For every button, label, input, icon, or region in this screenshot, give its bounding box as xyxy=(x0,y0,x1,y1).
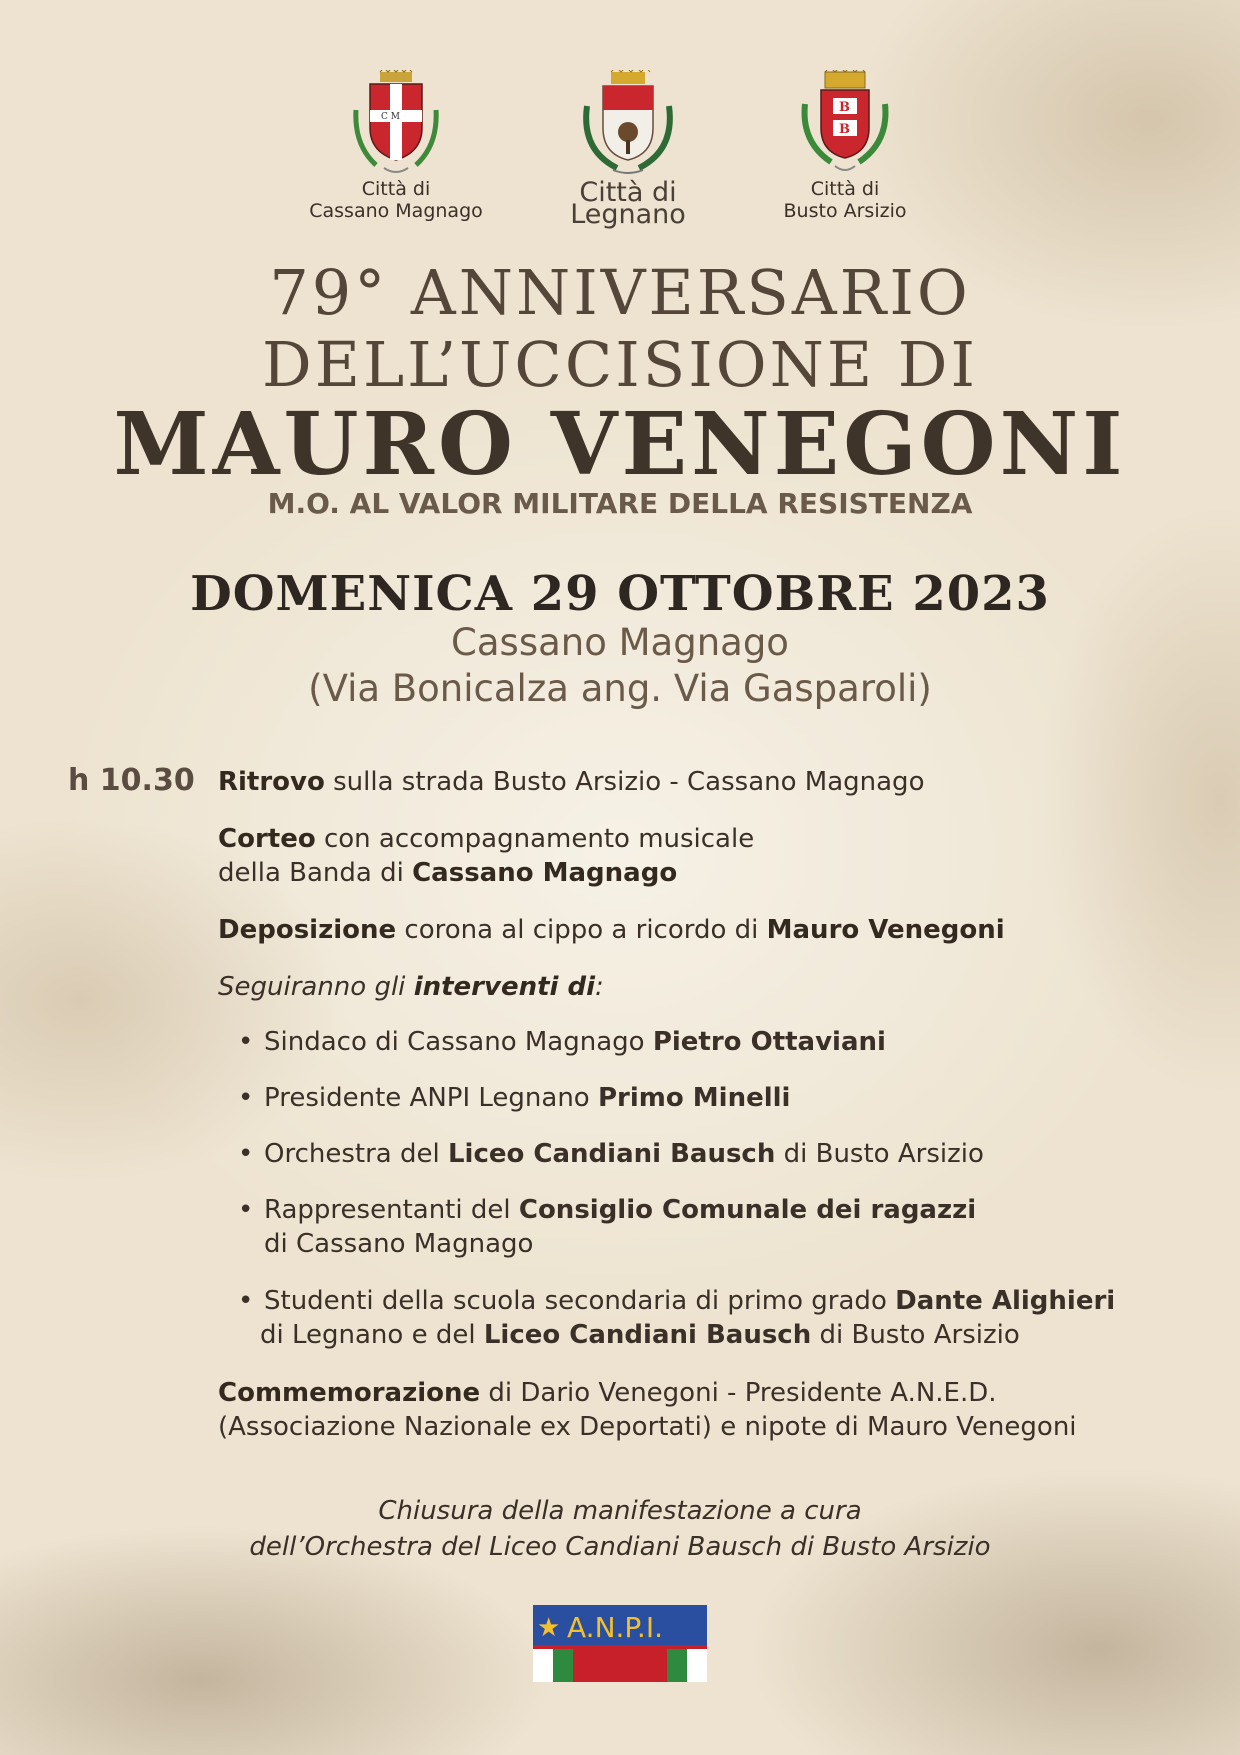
closing-line2: dell’Orchestra del Liceo Candiani Bausch di Busto Arsizio xyxy=(249,1532,991,1562)
svg-text:C M: C M xyxy=(381,112,400,122)
corteo-rest: con accompagnamento musicale xyxy=(315,824,755,854)
cassano-coat-of-arms-icon xyxy=(346,70,446,178)
list-item: • Presidente ANPI Legnano Primo Minelli xyxy=(238,1083,791,1113)
commemorazione-bold: Commemorazione xyxy=(218,1378,481,1408)
interventi-pre: Seguiranno gli xyxy=(218,972,414,1002)
list-item: • Rappresentanti del Consiglio Comunale dei ragazzi di Cassano Magnago xyxy=(238,1193,1238,1261)
commemorazione-rest: di Dario Venegoni - Presidente A.N.E.D. xyxy=(480,1378,997,1408)
bullet-bold: Primo Minelli xyxy=(597,1083,791,1113)
logo-legnano xyxy=(518,70,738,230)
commemorazione-line2: (Associazione Nazionale ex Deportati) e nipote di Mauro Venegoni xyxy=(218,1412,1077,1442)
title-uccisione: DELL’UCCISIONE DI xyxy=(262,328,978,401)
ritrovo-bold: Ritrovo xyxy=(218,767,325,797)
interventi-bold: interventi di xyxy=(413,972,596,1002)
busto-caption-line1: Città di xyxy=(810,178,880,200)
corteo-bold: Corteo xyxy=(218,824,316,854)
bullet-text: Presidente ANPI Legnano xyxy=(264,1083,598,1113)
title-subtitle: M.O. AL VALOR MILITARE DELLA RESISTENZA xyxy=(267,487,973,520)
program-time: h 10.30 xyxy=(68,763,195,798)
anpi-flag-icon xyxy=(533,1605,707,1682)
busto-caption-line2: Busto Arsizio xyxy=(783,200,907,222)
bullet-text: Sindaco di Cassano Magnago xyxy=(264,1027,653,1057)
bullet-text: Rappresentanti del xyxy=(264,1195,519,1225)
event-date: DOMENICA 29 OTTOBRE 2023 xyxy=(190,566,1050,622)
program-corteo xyxy=(218,822,1218,890)
bullet-bold: Dante Alighieri xyxy=(895,1286,1116,1316)
closing-line1: Chiusura della manifestazione a cura xyxy=(378,1496,862,1526)
bullet-line2-bold: Liceo Candiani Bausch xyxy=(483,1320,812,1350)
program-commemorazione xyxy=(218,1376,1218,1444)
bullet-text-post: di Busto Arsizio xyxy=(775,1139,984,1169)
logo-busto-arsizio xyxy=(750,70,940,222)
svg-text:B: B xyxy=(839,100,850,115)
event-address: (Via Bonicalza ang. Via Gasparoli) xyxy=(308,667,932,710)
cassano-caption-line2: Cassano Magnago xyxy=(309,200,483,222)
interventi-post: : xyxy=(595,972,604,1002)
legnano-coat-of-arms-icon xyxy=(573,70,683,178)
title-anniversary: 79° ANNIVERSARIO xyxy=(269,256,971,329)
bullet-line2: di Cassano Magnago xyxy=(264,1229,534,1259)
svg-text:A.N.P.I.: A.N.P.I. xyxy=(567,1611,663,1644)
svg-text:★: ★ xyxy=(537,1613,561,1643)
bullet-text: Orchestra del xyxy=(264,1139,448,1169)
list-item: • Sindaco di Cassano Magnago Pietro Ottaviani xyxy=(238,1027,886,1057)
bullet-bold: Consiglio Comunale dei ragazzi xyxy=(518,1195,977,1225)
bullet-text: Studenti della scuola secondaria di primo grado xyxy=(264,1286,896,1316)
ritrovo-rest: sulla strada Busto Arsizio - Cassano Magnago xyxy=(324,767,925,797)
bullet-bold: Liceo Candiani Bausch xyxy=(447,1139,776,1169)
program-interventi xyxy=(218,970,1218,1004)
bullet-line2-pre: di Legnano e del xyxy=(260,1320,484,1350)
logo-cassano-magnago xyxy=(296,70,496,222)
program-deposizione xyxy=(218,913,1218,947)
list-item: • Orchestra del Liceo Candiani Bausch di Busto Arsizio xyxy=(238,1139,984,1169)
bullet-line2-post: di Busto Arsizio xyxy=(811,1320,1020,1350)
bullet-bold: Pietro Ottaviani xyxy=(652,1027,886,1057)
cassano-caption-line1: Città di xyxy=(361,178,431,200)
deposizione-bold: Deposizione xyxy=(218,915,397,945)
title-name: MAURO VENEGONI xyxy=(113,394,1127,495)
logo-row xyxy=(0,60,1240,230)
deposizione-rest: corona al cippo a ricordo di xyxy=(396,915,767,945)
list-item: • Studenti della scuola secondaria di primo grado Dante Alighieri di Legnano e del Liceo Candiani Bausch di Busto Arsizio xyxy=(238,1286,1116,1350)
corteo-line2-pre: della Banda di xyxy=(218,858,413,888)
svg-text:B: B xyxy=(839,122,850,137)
event-location xyxy=(0,620,1240,712)
event-place: Cassano Magnago xyxy=(451,621,789,664)
deposizione-bold2: Mauro Venegoni xyxy=(766,915,1005,945)
busto-coat-of-arms-icon xyxy=(795,70,895,178)
program-ritrovo xyxy=(218,765,1218,799)
legnano-caption: Città di Legnano xyxy=(570,177,686,230)
anpi-logo xyxy=(533,1605,707,1682)
closing-note xyxy=(0,1493,1240,1565)
corteo-line2-bold: Cassano Magnago xyxy=(412,858,678,888)
